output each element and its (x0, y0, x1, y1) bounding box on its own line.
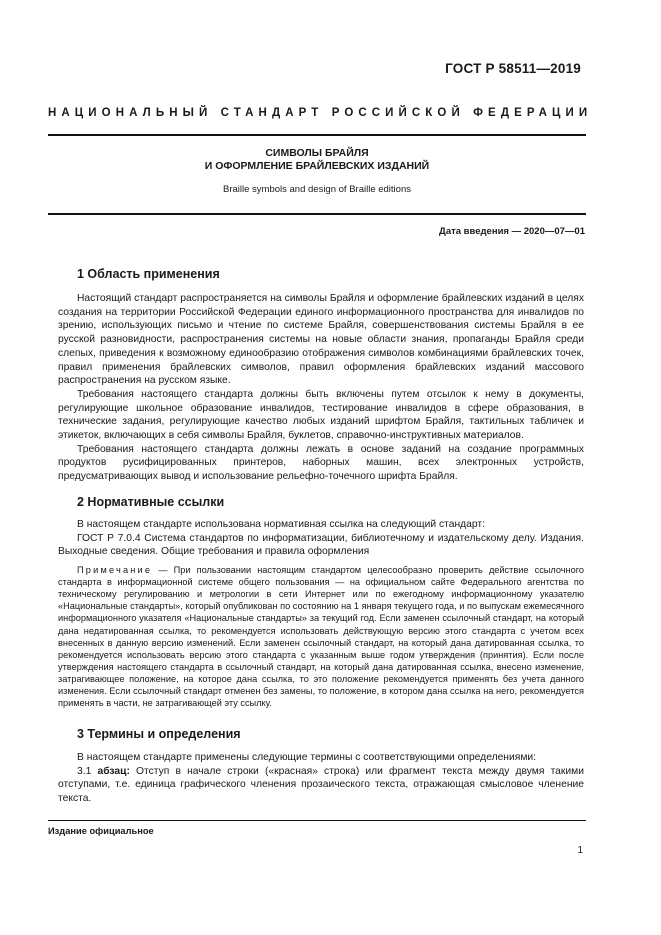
section-3-body (58, 751, 584, 806)
section-1-paragraph-2: Требования настоящего стандарта должны быть включены путем отсылок к нему в документы, регулирующие школьное образование инвалидов, тестирование инвалидов в сфере образования, в технические задания, регулирующие качество любых изданий шрифтом Брайля, тактильных табличек и этикеток, включающих в себя символы Брайля, буклетов, справочно-инструктивных материалов. (58, 388, 584, 442)
term-definition (58, 765, 584, 806)
term-definition-text: Отступ в начале строки («красная» строка) или фрагмент текста между двумя такими отступами, т.е. единица графического членения прозаического текста, отражающая смысловое членение текста. (58, 765, 584, 805)
note-text: — При пользовании настоящим стандартом целесообразно проверить действие ссылочного стандарта в информационной системе общего пользования — на официальном сайте Федерального агентства по техническому регулированию и метрологии в сети Интернет или по ежегодному информационному указателю «Национальные стандарты», который опубликован по состоянию на 1 января текущего года, и по выпускам ежемесячного информационного указателя «Национальные стандарты» за текущий год. Если заменен ссылочный стандарт, на который дана недатированная ссылка, то рекомендуется использовать действующую версию этого стандарта с учетом всех внесенных в данную версию изменений. Если заменен ссылочный стандарт, на который дана датированная ссылка, то рекомендуется использовать версию этого стандарта с указанным выше годом утверждения (принятия). Если после утверждения настоящего стандарта в ссылочный стандарт, на который дана датированная ссылка, внесено изменение, затрагивающее положение, на которое дана ссылка, то это положение рекомендуется применять без учета данного изменения. Если ссылочный стандарт отменен без замены, то положение, в котором дана ссылка на него, рекомендуется применять в части, не затрагивающей эту ссылку. (58, 565, 584, 709)
section-1-heading: 1 Область применения (77, 267, 220, 281)
footer-rule (48, 820, 586, 821)
top-rule (48, 134, 586, 136)
section-2-paragraph-2: ГОСТ Р 7.0.4 Система стандартов по информатизации, библиотечному и издательскому делу. Издания. Выходные сведения. Общие требования и правила оформления (58, 532, 584, 558)
section-1-paragraph-1: Настоящий стандарт распространяется на символы Брайля и оформление брайлевских изданий в целях создания на территории Российской Федерации единого информационного пространства для инвалидов по зрению, использующих письмо и чтение по системе Брайля, совершенствования системы Брайля в ее русской разновидности, распространения системы на новые области знания, пропаганды Брайля среди слепых, приведения к возможному единообразию отображения символов комбинациями брайлевских точек, правил применения брайлевских символов, правил оформления брайлевских изданий массового распространения на русском языке. (58, 293, 584, 387)
section-3-paragraph-1: В настоящем стандарте применены следующие термины с соответствующими определениями: (77, 752, 537, 763)
section-2-body (58, 518, 584, 709)
term-name: абзац: (97, 765, 130, 777)
introduction-date: Дата введения — 2020—07—01 (439, 226, 585, 237)
document-code: ГОСТ Р 58511—2019 (445, 61, 581, 76)
official-edition-label: Издание официальное (48, 826, 154, 836)
title-line-1: СИМВОЛЫ БРАЙЛЯ (265, 147, 369, 159)
section-2-paragraph-1: В настоящем стандарте использована нормативная ссылка на следующий стандарт: (77, 519, 485, 530)
section-1-paragraph-3: Требования настоящего стандарта должны лежать в основе заданий на создание программных продуктов русифицированных принтеров, наборных машин, всех электронных устройств, предусматривающих вывод и использование рельефно-точечного шрифта Брайля. (58, 443, 584, 483)
english-title: Braille symbols and design of Braille editions (223, 184, 411, 195)
standard-title (48, 147, 586, 173)
bottom-rule (48, 213, 586, 215)
term-number: 3.1 (77, 765, 92, 777)
section-1-body (58, 292, 584, 484)
national-standard-title: НАЦИОНАЛЬНЫЙ СТАНДАРТ РОССИЙСКОЙ ФЕДЕРАЦИИ (48, 107, 593, 119)
section-2-note (58, 564, 584, 709)
section-2-heading: 2 Нормативные ссылки (77, 495, 225, 509)
title-line-2: И ОФОРМЛЕНИЕ БРАЙЛЕВСКИХ ИЗДАНИЙ (204, 160, 430, 172)
note-label: Примечание (77, 565, 153, 576)
section-3-heading: 3 Термины и определения (77, 727, 241, 741)
page-number: 1 (577, 845, 583, 856)
